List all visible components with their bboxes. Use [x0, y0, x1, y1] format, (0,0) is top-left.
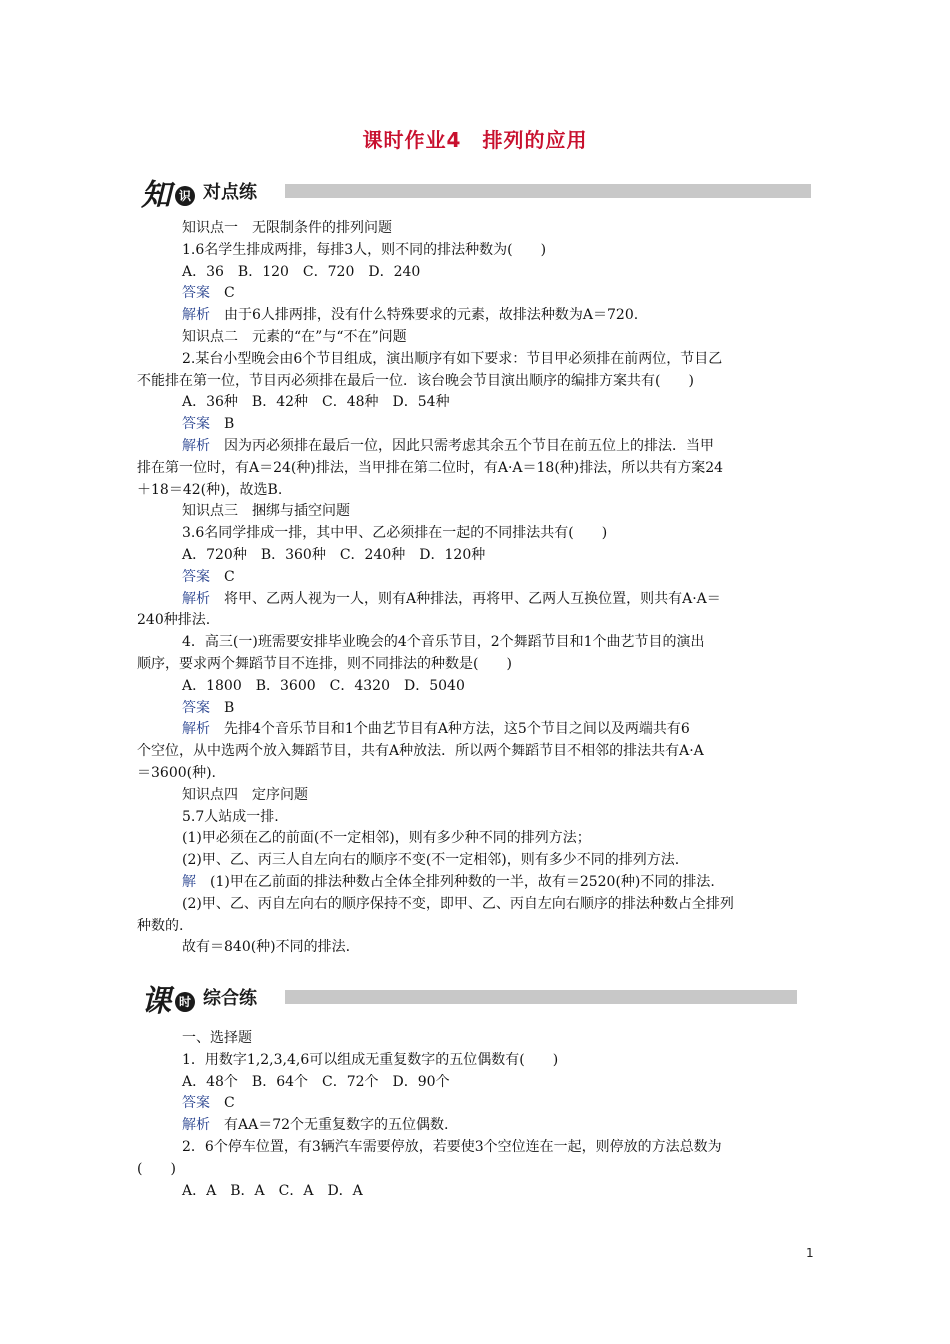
line-text: B: [210, 416, 235, 433]
line-text: 排在第一位时，有A＝24(种)排法，当甲排在第二位时，有A·A＝18(种)排法，所以共有方案24: [137, 459, 724, 476]
line-text: ＝3600(种).: [137, 764, 217, 781]
text-line: [137, 850, 815, 872]
text-line: [137, 763, 815, 785]
line-text: 1.6名学生排成两排，每排3人，则不同的排法种数为( ): [182, 241, 547, 258]
answer-label: 解析: [182, 307, 210, 324]
text-line: [137, 1093, 815, 1115]
text-line: [137, 480, 815, 502]
page-title: 课时作业4 排列的应用: [362, 128, 588, 152]
line-text: 种数的.: [137, 917, 184, 934]
line-text: 知识点四 定序问题: [182, 786, 308, 803]
text-line: [137, 371, 815, 393]
text-line: [137, 349, 815, 371]
line-text: ( ): [137, 1160, 176, 1177]
line-text: 一、选择题: [182, 1030, 252, 1046]
text-line: [137, 937, 815, 959]
text-line: [137, 262, 815, 284]
text-line: [137, 240, 815, 262]
answer-label: 答案: [182, 416, 210, 433]
banner-glyph: 知: [141, 178, 171, 213]
line-text: 因为丙必须排在最后一位，因此只需考虑其余五个节目在前五位上的排法．当甲: [210, 437, 714, 454]
line-text: A．A B．A C．A D．A: [182, 1182, 363, 1199]
text-line: [137, 283, 815, 305]
text-line: [137, 654, 815, 676]
text-line: [137, 719, 815, 741]
answer-label: 解: [182, 873, 196, 890]
line-text: C: [210, 568, 235, 585]
text-line: [137, 327, 815, 349]
text-line: [137, 1159, 815, 1181]
text-line: [137, 414, 815, 436]
line-text: ＋18＝42(种)，故选B.: [137, 481, 283, 498]
text-line: [137, 741, 815, 763]
answer-label: 答案: [182, 699, 210, 716]
line-text: 2．6个停车位置，有3辆汽车需要停放，若要使3个空位连在一起，则停放的方法总数为: [182, 1138, 722, 1155]
line-text: 4．高三(一)班需要安排毕业晚会的4个音乐节目，2个舞蹈节目和1个曲艺节目的演出: [182, 634, 705, 651]
text-line: [137, 1072, 815, 1094]
text-line: [137, 1028, 815, 1050]
text-line: [137, 872, 815, 894]
line-text: 由于6人排两排，没有什么特殊要求的元素，故排法种数为A＝720.: [210, 307, 639, 324]
line-text: 将甲、乙两人视为一人，则有A种排法，再将甲、乙两人互换位置，则共有A·A＝: [210, 590, 721, 607]
section-duidianlian: [137, 218, 815, 959]
line-text: 个空位，从中选两个放入舞蹈节目，共有A种放法．所以两个舞蹈节目不相邻的排法共有A·A: [137, 743, 704, 760]
text-line: [137, 807, 815, 829]
line-text: (2)甲、乙、丙三人自左向右的顺序不变(不一定相邻)，则有多少不同的排列方法.: [182, 852, 680, 869]
text-line: [137, 436, 815, 458]
banner-bar: [285, 990, 797, 1004]
text-line: [137, 589, 815, 611]
section-banner-keshi: [137, 974, 813, 1018]
banner-bar: [285, 184, 811, 198]
text-line: [137, 392, 815, 414]
text-line: [137, 567, 815, 589]
line-text: A．1800 B．3600 C．4320 D．5040: [182, 677, 465, 694]
line-text: 不能排在第一位，节目丙必须排在最后一位．该台晚会节目演出顺序的编排方案共有( ): [137, 372, 694, 389]
section-banner-zhishi: [137, 168, 813, 212]
text-line: [137, 785, 815, 807]
text-line: [137, 501, 815, 523]
text-line: [137, 828, 815, 850]
line-text: 1．用数字1,2,3,4,6可以组成无重复数字的五位偶数有( ): [182, 1051, 559, 1068]
text-line: [137, 305, 815, 327]
line-text: B: [210, 699, 235, 716]
answer-label: 答案: [182, 568, 210, 585]
line-text: 240种排法.: [137, 612, 211, 629]
text-line: [137, 632, 815, 654]
text-line: [137, 545, 815, 567]
text-line: [137, 916, 815, 938]
line-text: 3.6名同学排成一排，其中甲、乙必须排在一起的不同排法共有( ): [182, 525, 608, 542]
line-text: 有AA＝72个无重复数字的五位偶数.: [210, 1117, 449, 1134]
text-line: [137, 1050, 815, 1072]
text-line: [137, 610, 815, 632]
text-line: [137, 523, 815, 545]
line-text: A．48个 B．64个 C．72个 D．90个: [182, 1073, 450, 1090]
answer-label: 解析: [182, 721, 210, 738]
line-text: 知识点三 捆绑与插空问题: [182, 503, 350, 520]
line-text: A．720种 B．360种 C．240种 D．120种: [182, 546, 486, 563]
line-text: C: [210, 1095, 235, 1112]
text-line: [137, 698, 815, 720]
line-text: A．36 B．120 C．720 D．240: [182, 263, 421, 280]
line-text: 先排4个音乐节目和1个曲艺节目有A种方法，这5个节目之间以及两端共有6: [210, 721, 690, 738]
banner-circle-glyph: 识: [175, 186, 195, 206]
line-text: 故有＝840(种)不同的排法.: [182, 939, 351, 956]
answer-label: 答案: [182, 285, 210, 302]
answer-label: 答案: [182, 1095, 210, 1112]
banner-title: 综合练: [203, 988, 257, 1009]
line-text: 知识点二 元素的“在”与“不在”问题: [182, 328, 407, 345]
text-line: [137, 1137, 815, 1159]
text-line: [137, 894, 815, 916]
answer-label: 解析: [182, 590, 210, 607]
text-line: [137, 1115, 815, 1137]
line-text: (1)甲必须在乙的前面(不一定相邻)，则有多少种不同的排列方法；: [182, 830, 591, 847]
banner-circle-glyph: 时: [175, 992, 195, 1012]
text-line: [137, 1181, 815, 1203]
line-text: A．36种 B．42种 C．48种 D．54种: [182, 394, 450, 411]
answer-label: 解析: [182, 437, 210, 454]
text-line: [137, 458, 815, 480]
line-text: 5.7人站成一排.: [182, 808, 279, 825]
answer-label: 解析: [182, 1117, 210, 1134]
section-zongheilian: [137, 1028, 815, 1202]
banner-glyph: 课: [141, 984, 171, 1019]
text-line: [137, 676, 815, 698]
line-text: 2.某台小型晚会由6个节目组成，演出顺序有如下要求：节目甲必须排在前两位，节目乙: [182, 350, 723, 367]
line-text: 顺序，要求两个舞蹈节目不连排，则不同排法的种数是( ): [137, 655, 512, 672]
line-text: C: [210, 285, 235, 302]
line-text: (2)甲、乙、丙自左向右的顺序保持不变，即甲、乙、丙自左向右顺序的排法种数占全排列: [182, 895, 734, 912]
line-text: (1)甲在乙前面的排法种数占全体全排列种数的一半，故有＝2520(种)不同的排法.: [196, 873, 715, 890]
line-text: 知识点一 无限制条件的排列问题: [182, 220, 392, 236]
page-number: 1: [806, 1246, 814, 1260]
banner-title: 对点练: [203, 182, 257, 203]
text-line: [137, 218, 815, 240]
